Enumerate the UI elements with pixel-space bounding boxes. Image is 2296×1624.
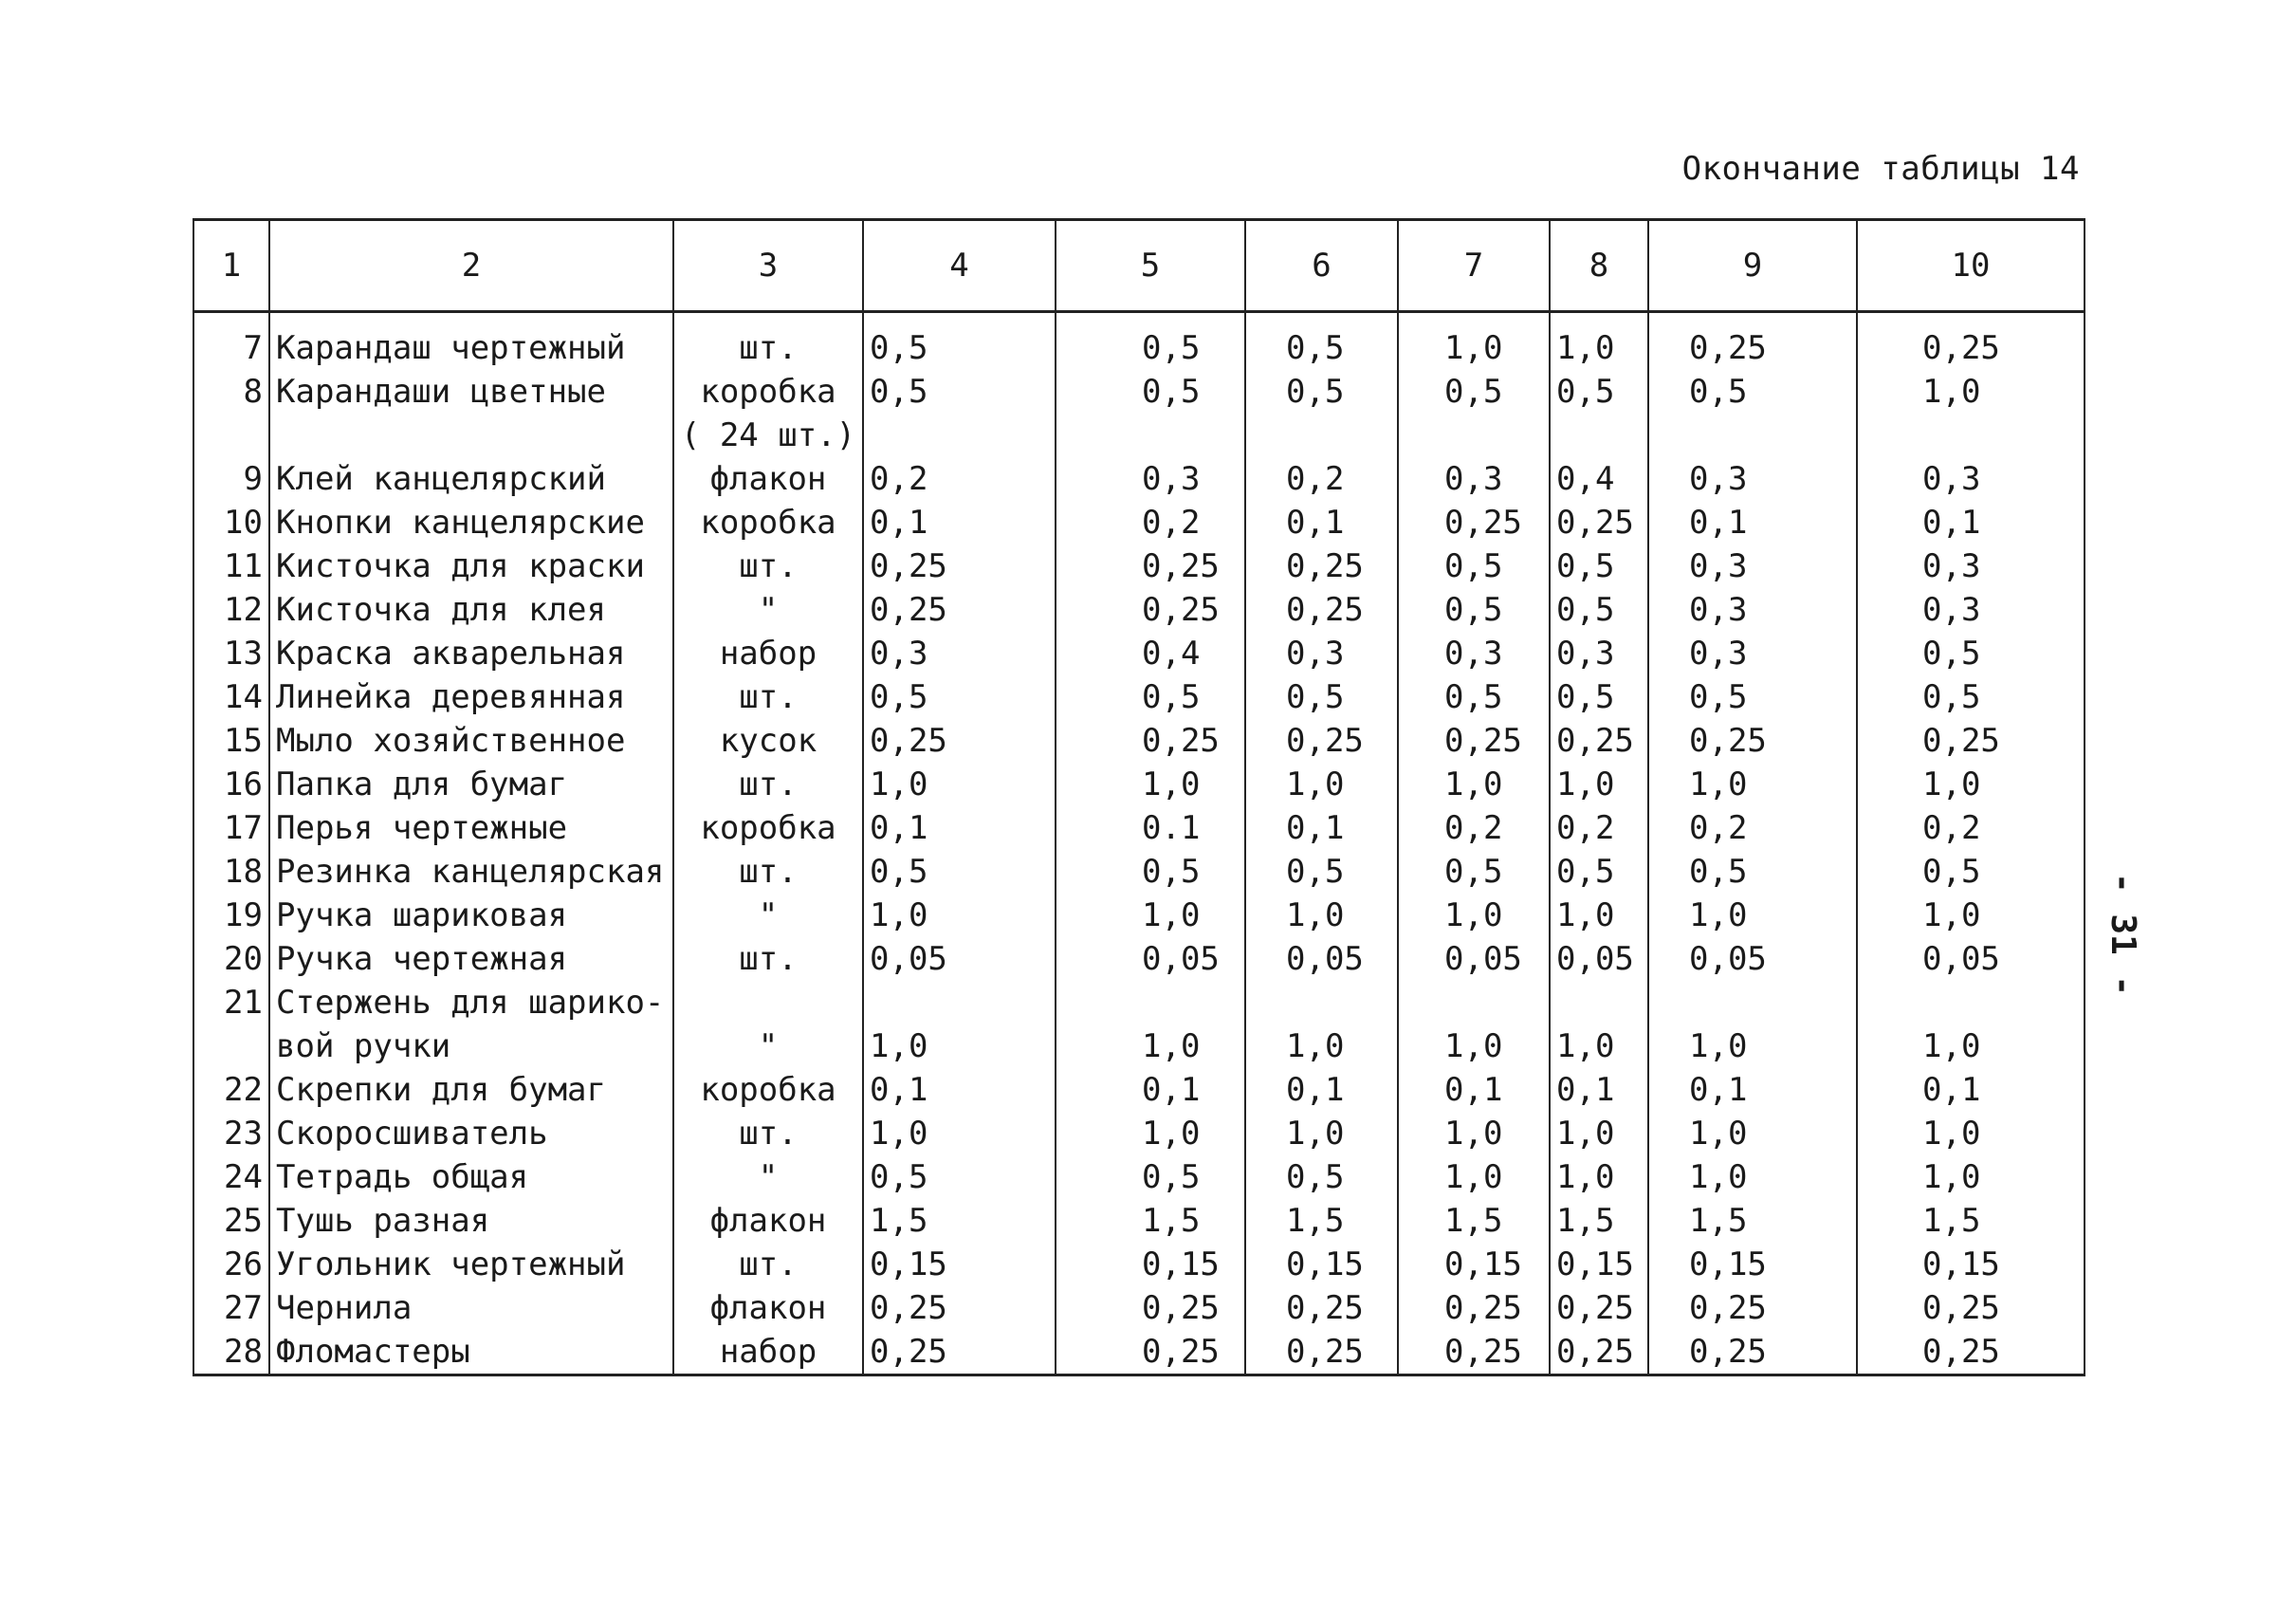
value-col-7: 0,5 (1398, 544, 1550, 588)
item-name: Скоросшиватель (269, 1112, 673, 1155)
value-col-8: 0,4 (1550, 457, 1648, 501)
value-col-10: 0,25 (1857, 312, 2085, 371)
value-col-4: 0,1 (863, 806, 1056, 850)
item-name: Папка для бумаг (269, 763, 673, 806)
value-col-7: 1,0 (1398, 1024, 1550, 1068)
value-col-10: 1,0 (1857, 370, 2085, 414)
value-col-5: 0,5 (1056, 1155, 1245, 1199)
header-col-8: 8 (1550, 220, 1648, 312)
unit (673, 981, 863, 1024)
table-row (193, 1155, 2085, 1199)
value-col-5: 0,15 (1056, 1243, 1245, 1286)
value-col-10: 0,5 (1857, 632, 2085, 675)
unit: шт. (673, 1112, 863, 1155)
value-col-9 (1648, 981, 1857, 1024)
row-number: 27 (193, 1286, 269, 1330)
table-row (193, 1068, 2085, 1112)
value-col-4: 0,05 (863, 937, 1056, 981)
unit: " (673, 1024, 863, 1068)
value-col-4: 1,0 (863, 1112, 1056, 1155)
unit: кусок (673, 719, 863, 763)
row-number: 16 (193, 763, 269, 806)
value-col-7: 0,5 (1398, 675, 1550, 719)
value-col-6: 0,25 (1245, 1286, 1398, 1330)
unit: шт. (673, 937, 863, 981)
value-col-9: 0,2 (1648, 806, 1857, 850)
value-col-6 (1245, 981, 1398, 1024)
value-col-7: 0,25 (1398, 1286, 1550, 1330)
unit: шт. (673, 675, 863, 719)
value-col-8: 0,25 (1550, 501, 1648, 544)
row-number: 25 (193, 1199, 269, 1243)
row-number: 8 (193, 370, 269, 414)
item-name: вой ручки (269, 1024, 673, 1068)
value-col-9: 0,5 (1648, 850, 1857, 894)
value-col-8: 1,5 (1550, 1199, 1648, 1243)
value-col-4: 0,25 (863, 588, 1056, 632)
value-col-10: 1,5 (1857, 1199, 2085, 1243)
table-row (193, 1112, 2085, 1155)
header-col-7: 7 (1398, 220, 1550, 312)
table-row (193, 675, 2085, 719)
value-col-8: 1,0 (1550, 1112, 1648, 1155)
header-col-6: 6 (1245, 220, 1398, 312)
table-row (193, 544, 2085, 588)
value-col-9: 0,25 (1648, 312, 1857, 371)
unit: шт. (673, 850, 863, 894)
value-col-5: 0,25 (1056, 1330, 1245, 1375)
value-col-10: 1,0 (1857, 1112, 2085, 1155)
table-row (193, 1243, 2085, 1286)
value-col-9: 1,5 (1648, 1199, 1857, 1243)
value-col-8: 0,25 (1550, 1286, 1648, 1330)
table-row (193, 763, 2085, 806)
value-col-10: 1,0 (1857, 1155, 2085, 1199)
row-number: 12 (193, 588, 269, 632)
unit: шт. (673, 1243, 863, 1286)
value-col-9: 1,0 (1648, 894, 1857, 937)
value-col-9: 0,1 (1648, 1068, 1857, 1112)
item-name: Линейка деревянная (269, 675, 673, 719)
value-col-5: 0,05 (1056, 937, 1245, 981)
row-number: 18 (193, 850, 269, 894)
value-col-6: 0,5 (1245, 312, 1398, 371)
value-col-10: 1,0 (1857, 1024, 2085, 1068)
value-col-7: 0,3 (1398, 457, 1550, 501)
value-col-9: 0,25 (1648, 1286, 1857, 1330)
value-col-9: 1,0 (1648, 1024, 1857, 1068)
value-col-4: 0,1 (863, 501, 1056, 544)
value-col-4: 1,0 (863, 894, 1056, 937)
row-number (193, 414, 269, 457)
value-col-6: 1,5 (1245, 1199, 1398, 1243)
value-col-9: 0,3 (1648, 544, 1857, 588)
value-col-4 (863, 981, 1056, 1024)
value-col-6: 0,5 (1245, 675, 1398, 719)
value-col-7: 0,05 (1398, 937, 1550, 981)
value-col-6 (1245, 414, 1398, 457)
value-col-9: 0,5 (1648, 675, 1857, 719)
value-col-8: 0,25 (1550, 719, 1648, 763)
table-row (193, 501, 2085, 544)
item-name: Тетрадь общая (269, 1155, 673, 1199)
row-number: 7 (193, 312, 269, 371)
row-number: 23 (193, 1112, 269, 1155)
value-col-9 (1648, 414, 1857, 457)
value-col-7: 0,5 (1398, 370, 1550, 414)
header-col-2: 2 (269, 220, 673, 312)
value-col-4: 0,3 (863, 632, 1056, 675)
header-col-4: 4 (863, 220, 1056, 312)
value-col-6: 1,0 (1245, 763, 1398, 806)
unit: коробка (673, 370, 863, 414)
value-col-5: 0,5 (1056, 675, 1245, 719)
value-col-5: 0,2 (1056, 501, 1245, 544)
value-col-9: 0,3 (1648, 457, 1857, 501)
table-row (193, 632, 2085, 675)
item-name: Угольник чертежный (269, 1243, 673, 1286)
value-col-10 (1857, 414, 2085, 457)
value-col-10: 0,5 (1857, 850, 2085, 894)
unit: " (673, 894, 863, 937)
value-col-7: 0,1 (1398, 1068, 1550, 1112)
value-col-7: 0,25 (1398, 719, 1550, 763)
item-name: Скрепки для бумаг (269, 1068, 673, 1112)
value-col-6: 0,25 (1245, 1330, 1398, 1375)
value-col-8: 0,5 (1550, 675, 1648, 719)
value-col-9: 0,3 (1648, 632, 1857, 675)
item-name: Карандаши цветные (269, 370, 673, 414)
value-col-10: 0,25 (1857, 719, 2085, 763)
row-number: 13 (193, 632, 269, 675)
value-col-5: 0,25 (1056, 588, 1245, 632)
table-row (193, 1024, 2085, 1068)
value-col-5 (1056, 981, 1245, 1024)
row-number: 26 (193, 1243, 269, 1286)
value-col-8: 0,05 (1550, 937, 1648, 981)
value-col-5: 0,25 (1056, 719, 1245, 763)
value-col-7: 0,15 (1398, 1243, 1550, 1286)
value-col-7 (1398, 981, 1550, 1024)
value-col-9: 0,3 (1648, 588, 1857, 632)
value-col-6: 0,5 (1245, 370, 1398, 414)
value-col-6: 0,25 (1245, 544, 1398, 588)
value-col-7: 0,2 (1398, 806, 1550, 850)
value-col-5: 0,5 (1056, 850, 1245, 894)
item-name: Кнопки канцелярские (269, 501, 673, 544)
value-col-6: 0,3 (1245, 632, 1398, 675)
value-col-6: 0,25 (1245, 719, 1398, 763)
unit: коробка (673, 1068, 863, 1112)
value-col-8 (1550, 981, 1648, 1024)
value-col-10: 1,0 (1857, 763, 2085, 806)
value-col-7: 1,0 (1398, 1112, 1550, 1155)
unit: шт. (673, 544, 863, 588)
header-col-5: 5 (1056, 220, 1245, 312)
value-col-5: 0,5 (1056, 370, 1245, 414)
value-col-5: 0,25 (1056, 544, 1245, 588)
item-name: Кисточка для клея (269, 588, 673, 632)
value-col-10: 0,2 (1857, 806, 2085, 850)
row-number: 17 (193, 806, 269, 850)
value-col-4: 0,5 (863, 1155, 1056, 1199)
item-name: Ручка шариковая (269, 894, 673, 937)
table-row (193, 1286, 2085, 1330)
table-row (193, 937, 2085, 981)
table-row (193, 894, 2085, 937)
row-number: 10 (193, 501, 269, 544)
value-col-4: 0,5 (863, 675, 1056, 719)
table-row (193, 312, 2085, 371)
value-col-8: 0,5 (1550, 370, 1648, 414)
value-col-6: 0,15 (1245, 1243, 1398, 1286)
item-name: Ручка чертежная (269, 937, 673, 981)
item-name: Стержень для шарико- (269, 981, 673, 1024)
value-col-5: 1,0 (1056, 894, 1245, 937)
value-col-5: 0,25 (1056, 1286, 1245, 1330)
unit: набор (673, 1330, 863, 1375)
item-name: Карандаш чертежный (269, 312, 673, 371)
row-number: 21 (193, 981, 269, 1024)
unit: коробка (673, 501, 863, 544)
table-row (193, 806, 2085, 850)
value-col-10: 0,3 (1857, 457, 2085, 501)
value-col-6: 0,1 (1245, 806, 1398, 850)
unit: шт. (673, 763, 863, 806)
row-number: 19 (193, 894, 269, 937)
row-number: 24 (193, 1155, 269, 1199)
item-name (269, 414, 673, 457)
item-name: Кисточка для краски (269, 544, 673, 588)
table-row (193, 850, 2085, 894)
value-col-6: 0,25 (1245, 588, 1398, 632)
item-name: Мыло хозяйственное (269, 719, 673, 763)
value-col-7: 0,5 (1398, 588, 1550, 632)
value-col-10: 0,25 (1857, 1330, 2085, 1375)
value-col-9: 0,25 (1648, 1330, 1857, 1375)
value-col-4: 0,25 (863, 544, 1056, 588)
value-col-10: 0,3 (1857, 588, 2085, 632)
value-col-8: 0,5 (1550, 850, 1648, 894)
value-col-6: 0,2 (1245, 457, 1398, 501)
value-col-10: 0,1 (1857, 1068, 2085, 1112)
value-col-4: 0,5 (863, 312, 1056, 371)
value-col-7: 1,0 (1398, 312, 1550, 371)
row-number: 14 (193, 675, 269, 719)
value-col-10: 0,1 (1857, 501, 2085, 544)
header-col-1: 1 (193, 220, 269, 312)
value-col-7: 1,0 (1398, 894, 1550, 937)
table-row (193, 1199, 2085, 1243)
value-col-6: 0,5 (1245, 1155, 1398, 1199)
item-name: Клей канцелярский (269, 457, 673, 501)
value-col-5: 0,1 (1056, 1068, 1245, 1112)
value-col-9: 1,0 (1648, 763, 1857, 806)
supplies-table (193, 218, 2085, 1376)
item-name: Резинка канцелярская (269, 850, 673, 894)
value-col-7: 1,0 (1398, 1155, 1550, 1199)
row-number: 9 (193, 457, 269, 501)
value-col-9: 0,5 (1648, 370, 1857, 414)
value-col-6: 1,0 (1245, 894, 1398, 937)
value-col-10: 0,5 (1857, 675, 2085, 719)
table-row (193, 981, 2085, 1024)
value-col-6: 1,0 (1245, 1024, 1398, 1068)
item-name: Перья чертежные (269, 806, 673, 850)
value-col-8: 0,2 (1550, 806, 1648, 850)
unit: " (673, 1155, 863, 1199)
value-col-4: 0,25 (863, 719, 1056, 763)
value-col-4: 1,0 (863, 1024, 1056, 1068)
value-col-8: 1,0 (1550, 894, 1648, 937)
value-col-8: 0,15 (1550, 1243, 1648, 1286)
unit: ( 24 шт.) (673, 414, 863, 457)
value-col-10: 0,15 (1857, 1243, 2085, 1286)
value-col-4: 0,1 (863, 1068, 1056, 1112)
value-col-10: 0,25 (1857, 1286, 2085, 1330)
value-col-5: 0,3 (1056, 457, 1245, 501)
item-name: Краска акварельная (269, 632, 673, 675)
table-row (193, 719, 2085, 763)
table-row (193, 457, 2085, 501)
value-col-10: 0,3 (1857, 544, 2085, 588)
table-row (193, 414, 2085, 457)
value-col-5: 1,0 (1056, 1112, 1245, 1155)
value-col-5: 0,5 (1056, 312, 1245, 371)
value-col-5: 0.1 (1056, 806, 1245, 850)
value-col-6: 0,05 (1245, 937, 1398, 981)
value-col-10: 0,05 (1857, 937, 2085, 981)
unit: коробка (673, 806, 863, 850)
value-col-8: 0,25 (1550, 1330, 1648, 1375)
table-body (193, 312, 2085, 1375)
value-col-6: 1,0 (1245, 1112, 1398, 1155)
value-col-6: 0,1 (1245, 1068, 1398, 1112)
value-col-10 (1857, 981, 2085, 1024)
header-col-10: 10 (1857, 220, 2085, 312)
unit: флакон (673, 457, 863, 501)
value-col-5: 1,5 (1056, 1199, 1245, 1243)
value-col-6: 0,5 (1245, 850, 1398, 894)
table-row (193, 588, 2085, 632)
value-col-9: 1,0 (1648, 1112, 1857, 1155)
value-col-4: 0,5 (863, 850, 1056, 894)
unit: шт. (673, 312, 863, 371)
value-col-5: 1,0 (1056, 763, 1245, 806)
value-col-4: 0,25 (863, 1330, 1056, 1375)
value-col-8: 1,0 (1550, 1024, 1648, 1068)
item-name: Тушь разная (269, 1199, 673, 1243)
row-number (193, 1024, 269, 1068)
value-col-7 (1398, 414, 1550, 457)
value-col-8: 1,0 (1550, 763, 1648, 806)
table-header (193, 220, 2085, 312)
value-col-8: 0,3 (1550, 632, 1648, 675)
table-caption: Окончание таблицы 14 (1681, 150, 2080, 188)
value-col-8: 0,1 (1550, 1068, 1648, 1112)
value-col-10: 1,0 (1857, 894, 2085, 937)
value-col-9: 0,25 (1648, 719, 1857, 763)
unit: флакон (673, 1199, 863, 1243)
value-col-7: 1,5 (1398, 1199, 1550, 1243)
value-col-5: 0,4 (1056, 632, 1245, 675)
value-col-7: 0,25 (1398, 1330, 1550, 1375)
value-col-8: 1,0 (1550, 1155, 1648, 1199)
value-col-8: 0,5 (1550, 544, 1648, 588)
row-number: 28 (193, 1330, 269, 1375)
value-col-8: 0,5 (1550, 588, 1648, 632)
value-col-8: 1,0 (1550, 312, 1648, 371)
value-col-7: 0,5 (1398, 850, 1550, 894)
value-col-6: 0,1 (1245, 501, 1398, 544)
value-col-5 (1056, 414, 1245, 457)
value-col-9: 1,0 (1648, 1155, 1857, 1199)
row-number: 22 (193, 1068, 269, 1112)
table-row (193, 1330, 2085, 1375)
value-col-4 (863, 414, 1056, 457)
page-number: - 31 - (2103, 873, 2142, 997)
unit: набор (673, 632, 863, 675)
value-col-4: 0,25 (863, 1286, 1056, 1330)
value-col-9: 0,1 (1648, 501, 1857, 544)
value-col-4: 0,2 (863, 457, 1056, 501)
value-col-9: 0,15 (1648, 1243, 1857, 1286)
item-name: Фломастеры (269, 1330, 673, 1375)
header-row (193, 220, 2085, 312)
value-col-4: 0,5 (863, 370, 1056, 414)
header-col-3: 3 (673, 220, 863, 312)
value-col-9: 0,05 (1648, 937, 1857, 981)
unit: флакон (673, 1286, 863, 1330)
value-col-7: 0,3 (1398, 632, 1550, 675)
value-col-4: 1,5 (863, 1199, 1056, 1243)
table-row (193, 370, 2085, 414)
value-col-7: 1,0 (1398, 763, 1550, 806)
unit: " (673, 588, 863, 632)
value-col-7: 0,25 (1398, 501, 1550, 544)
value-col-5: 1,0 (1056, 1024, 1245, 1068)
value-col-8 (1550, 414, 1648, 457)
row-number: 20 (193, 937, 269, 981)
value-col-4: 0,15 (863, 1243, 1056, 1286)
item-name: Чернила (269, 1286, 673, 1330)
row-number: 11 (193, 544, 269, 588)
row-number: 15 (193, 719, 269, 763)
value-col-4: 1,0 (863, 763, 1056, 806)
header-col-9: 9 (1648, 220, 1857, 312)
